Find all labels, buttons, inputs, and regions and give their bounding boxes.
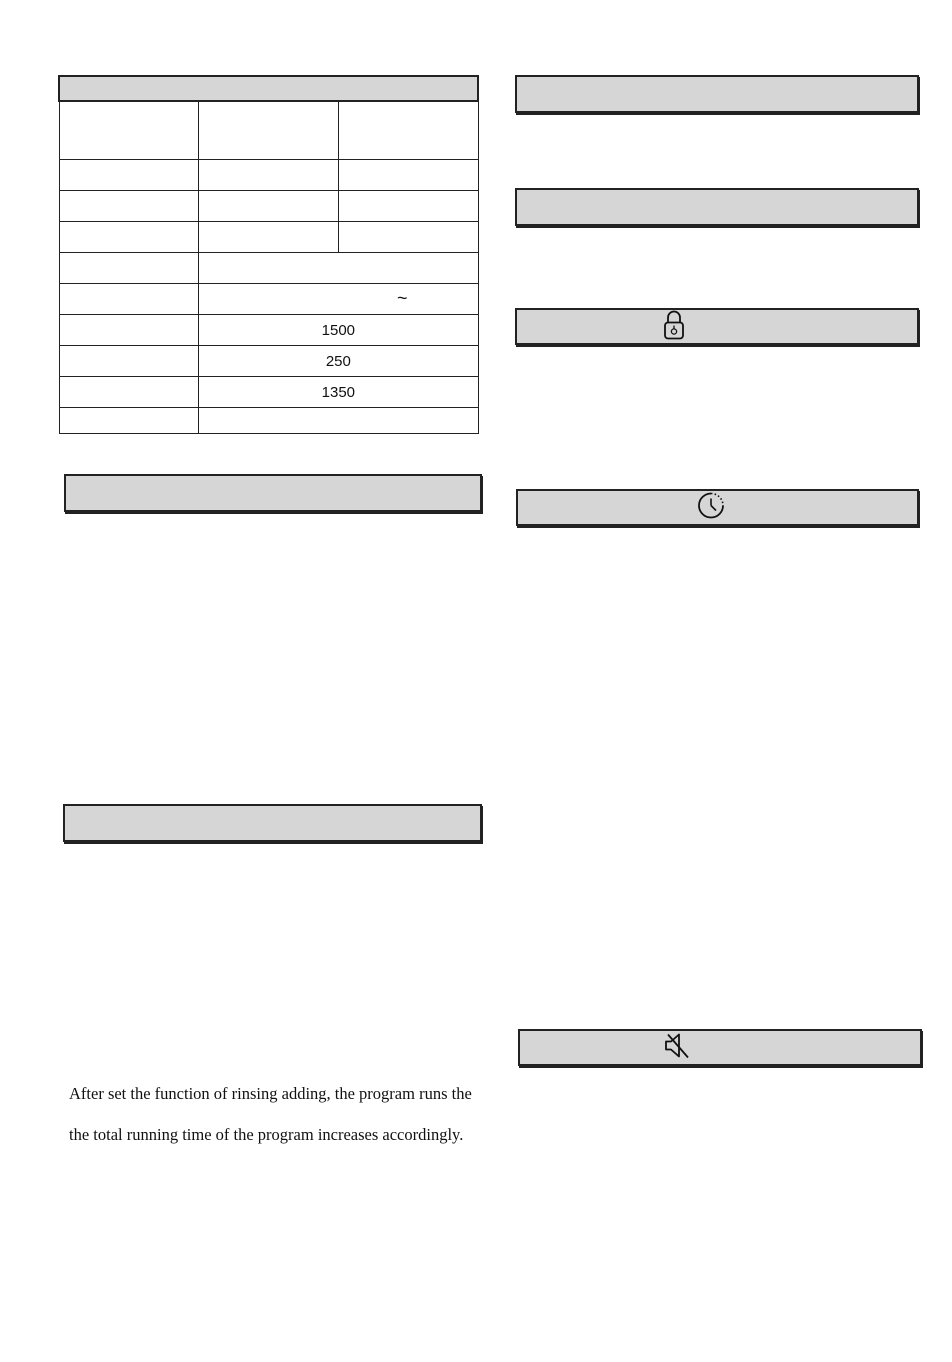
rinse-paragraph-line-2: the total running time of the program increases accordingly. [69,1125,464,1144]
spec-value: 1500 [199,315,478,346]
clock-icon [696,490,726,525]
spec-value: 250 [199,346,478,377]
spec-table [58,75,479,434]
table-row [59,253,478,284]
table-row [59,377,478,408]
table-row [59,191,478,222]
padlock-icon [663,308,685,345]
table-row [59,346,478,377]
ac-power-symbol: ~ [396,288,408,308]
sound-off-header-bar [518,1029,922,1066]
delay-timer-header-bar [516,489,919,526]
section-header-bar [63,804,482,842]
table-row [59,408,478,434]
table-row [59,284,478,315]
child-lock-header-bar [515,308,919,345]
section-header-bar [64,474,482,512]
rinse-paragraph-line-1: After set the function of rinsing adding, the program runs the [69,1084,472,1103]
table-row [59,315,478,346]
table-row [59,101,478,160]
section-header-bar [515,75,919,113]
section-header-bar [515,188,919,226]
table-row [59,222,478,253]
table-row [59,160,478,191]
mute-icon [662,1030,692,1065]
spec-table-title-bar [59,76,478,101]
spec-value: 1350 [199,377,478,408]
